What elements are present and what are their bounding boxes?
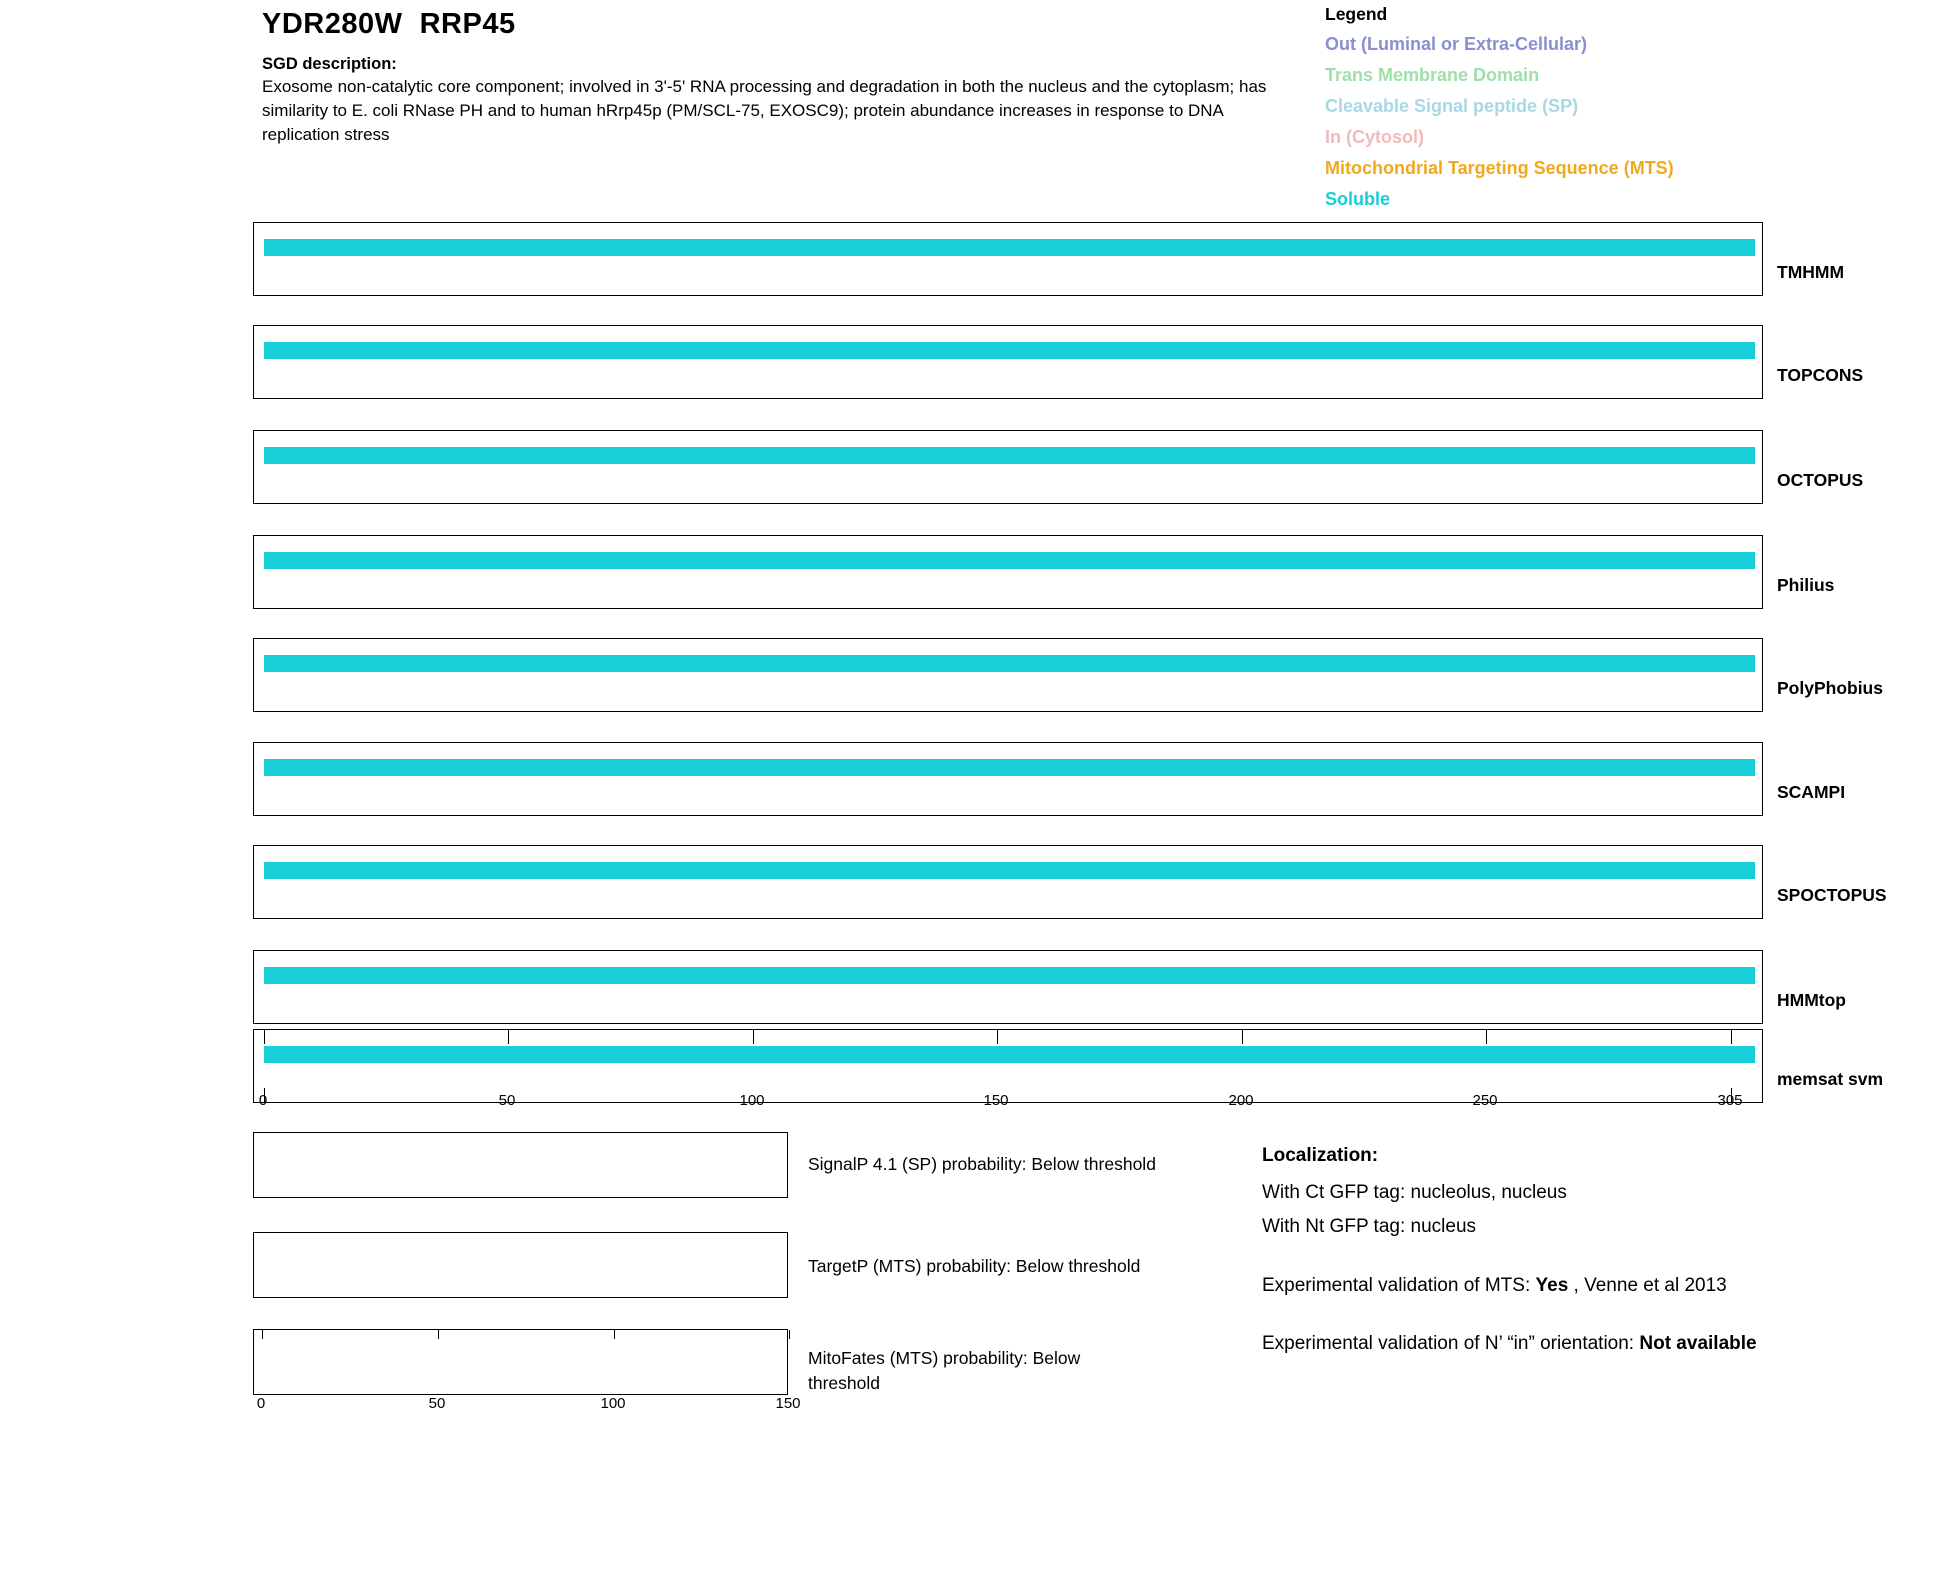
signalp-caption: SignalP 4.1 (SP) probability: Below threshold [808,1154,1156,1174]
track-label: Philius [1777,575,1835,595]
soluble-bar [264,655,1755,672]
mitofates-panel [253,1329,788,1395]
axis-tick [997,1030,998,1044]
axis-tick-label: 250 [1472,1092,1498,1109]
orientation-validation [1262,1330,1932,1358]
track-box [253,535,1763,609]
track-label: OCTOPUS [1777,470,1864,490]
soluble-bar [264,342,1755,359]
axis-tick [508,1030,509,1044]
targetp-caption: TargetP (MTS) probability: Below threshold [808,1256,1141,1276]
track-label: PolyPhobius [1777,678,1883,698]
track-label: SPOCTOPUS [1777,885,1887,905]
mts-validation-suffix: , Venne et al 2013 [1568,1275,1727,1296]
axis-tick-label: 100 [739,1092,765,1109]
legend-item-in: In (Cytosol) [1325,127,1424,147]
axis-tick-label: 0 [256,1395,266,1412]
axis-tick-label: 100 [600,1395,626,1412]
legend-item-soluble: Soluble [1325,189,1391,209]
sgd-description-text: Exosome non-catalytic core component; involved in 3'-5' RNA processing and degradation in both the nucleus and the cytoplasm; has similarity to E. coli RNase PH and to human hRrp45p (PM/SCL-75, EXOSC9); protein abundance increases in response to DNA replication stress [262,77,1267,144]
track-label: memsat svm [1777,1069,1884,1089]
track-box [253,742,1763,816]
localization-block [1262,1145,1932,1358]
axis-tick [1486,1030,1487,1044]
main-axis [253,1092,1763,1118]
axis-tick-label: 50 [428,1395,446,1412]
signalp-panel [253,1132,788,1198]
orientation-validation-prefix: Experimental validation of N’ “in” orientation: [1262,1333,1640,1354]
soluble-bar [264,862,1755,879]
soluble-bar [264,447,1755,464]
legend-item-signal-peptide: Cleavable Signal peptide (SP) [1325,96,1579,116]
axis-tick [1242,1030,1243,1044]
mts-validation-prefix: Experimental validation of MTS: [1262,1275,1536,1296]
legend-title: Legend [1325,4,1388,24]
track-box [253,430,1763,504]
track-label: TOPCONS [1777,365,1864,385]
track-label: HMMtop [1777,990,1847,1010]
track-box [253,845,1763,919]
axis-tick [1731,1030,1732,1044]
targetp-panel [253,1232,788,1298]
axis-tick-label: 150 [775,1395,801,1412]
legend-item-out: Out (Luminal or Extra-Cellular) [1325,34,1588,54]
soluble-bar [264,1046,1755,1063]
legend-item-mts: Mitochondrial Targeting Sequence (MTS) [1325,158,1674,178]
axis-tick-label: 50 [498,1092,516,1109]
mts-validation [1262,1272,1932,1300]
legend [1325,4,1925,215]
localization-ct-gfp: With Ct GFP tag: nucleolus, nucleus [1262,1182,1567,1203]
axis-tick-label: 150 [983,1092,1009,1109]
mitofates-caption: MitoFates (MTS) probability: Below threshold [808,1348,1081,1393]
legend-item-tmd: Trans Membrane Domain [1325,65,1540,85]
localization-nt-gfp: With Nt GFP tag: nucleus [1262,1216,1477,1237]
axis-tick [753,1030,754,1044]
axis-tick [264,1030,265,1044]
soluble-bar [264,967,1755,984]
header [262,0,1302,147]
lower-axis [253,1395,801,1421]
orientation-validation-value: Not available [1639,1333,1757,1354]
track-box [253,638,1763,712]
track-label: SCAMPI [1777,782,1846,802]
track-label: TMHMM [1777,262,1845,282]
axis-tick-label: 305 [1717,1092,1743,1109]
localization-title: Localization: [1262,1145,1379,1166]
axis-tick-label: 200 [1228,1092,1254,1109]
mts-validation-value: Yes [1535,1275,1569,1296]
soluble-bar [264,759,1755,776]
track-box [253,950,1763,1024]
track-box [253,222,1763,296]
page-title: YDR280W RRP45 [262,8,516,40]
axis-tick-label: 0 [258,1092,268,1109]
soluble-bar [264,239,1755,256]
soluble-bar [264,552,1755,569]
track-box [253,325,1763,399]
sgd-description-label: SGD description: [262,55,397,73]
